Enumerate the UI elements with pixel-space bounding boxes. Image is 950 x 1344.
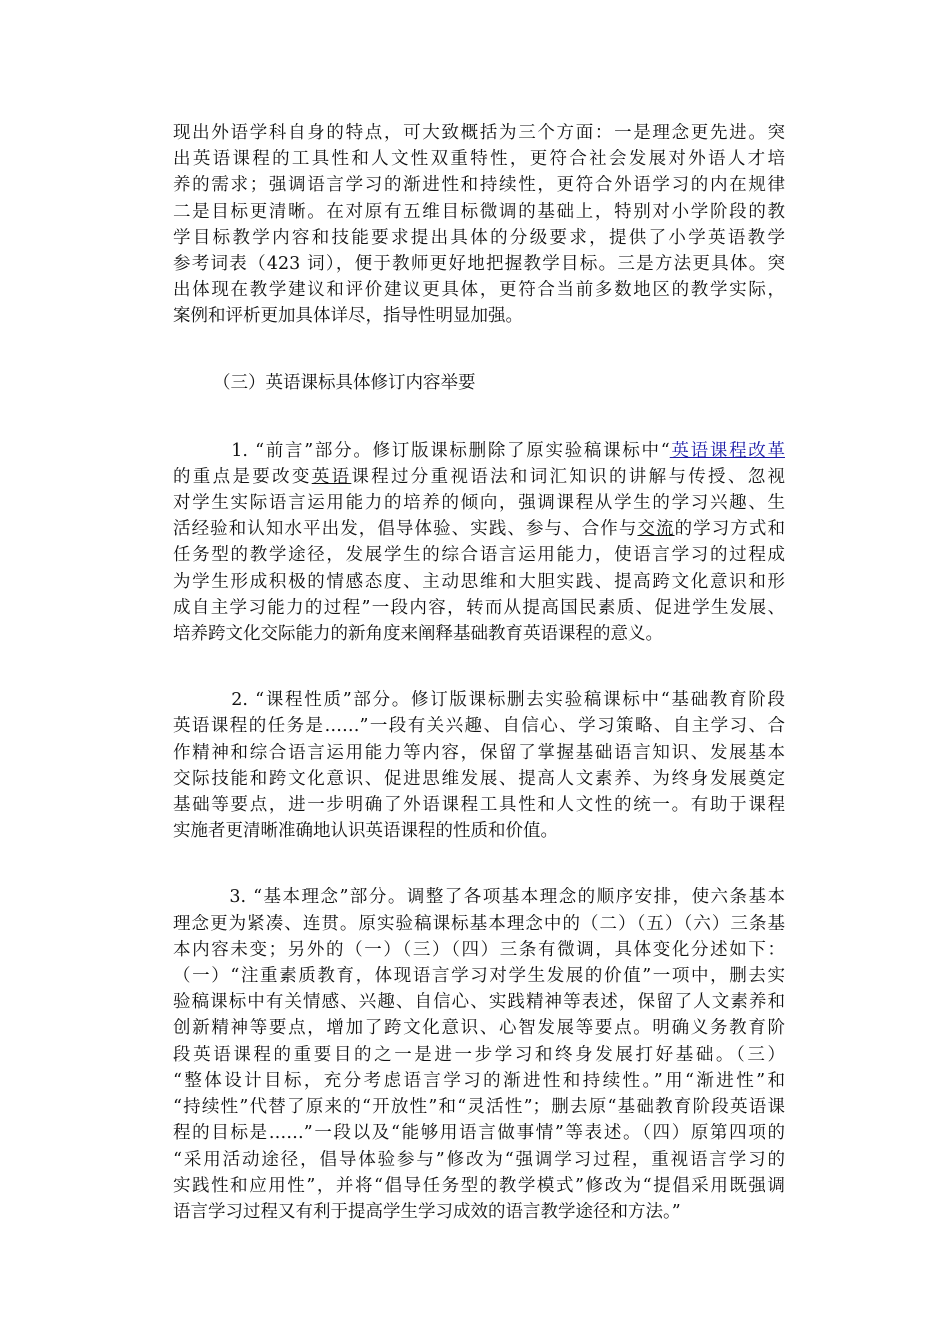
text-span: 的学习方式和 bbox=[674, 519, 785, 540]
text-line: 理念更为紧凑、连贯。原实验稿课标基本理念中的（二）（五）（六）三条基 bbox=[173, 913, 785, 934]
text-line: 实施者更清晰准确地认识英语课程的性质和价值。 bbox=[173, 821, 558, 842]
intro-paragraph bbox=[173, 120, 785, 330]
text-line: “持续性”代替了原来的“开放性”和“灵活性”；删去原“基础教育阶段英语课 bbox=[173, 1097, 785, 1118]
link-communication[interactable]: 交流 bbox=[637, 519, 675, 540]
text-line bbox=[173, 464, 785, 490]
text-span: 活经验和认知水平出发，倡导体验、实践、参与、合作与 bbox=[173, 519, 638, 540]
text-span: 的重点是要改变 bbox=[173, 466, 312, 487]
text-line: 任务型的教学途径，发展学生的综合语言运用能力，使语言学习的过程成 bbox=[173, 545, 785, 566]
text-line: 案例和评析更加具体详尽，指导性明显加强。 bbox=[173, 306, 523, 327]
item-1-paragraph bbox=[173, 438, 785, 648]
document-page bbox=[173, 120, 785, 1225]
text-line: 养的需求；强调语言学习的渐进性和持续性，更符合外语学习的内在规律 bbox=[173, 175, 785, 196]
text-line: 段英语课程的重要目的之一是进一步学习和终身发展打好基础。（三） bbox=[173, 1044, 785, 1065]
text-line: 现出外语学科自身的特点，可大致概括为三个方面：一是理念更先进。突 bbox=[173, 123, 785, 143]
text-line: 培养跨文化交际能力的新角度来阐释基础教育英语课程的意义。 bbox=[173, 624, 663, 645]
text-line: “采用活动途径，倡导体验参与”修改为“强调学习过程，重视语言学习的 bbox=[173, 1149, 785, 1170]
text-line: 学目标教学内容和技能要求提出具体的分级要求，提供了小学英语教学 bbox=[173, 227, 785, 248]
text-line: 作精神和综合语言运用能力等内容，保留了掌握基础语言知识、发展基本 bbox=[173, 742, 785, 763]
text-line: “整体设计目标，充分考虑语言学习的渐进性和持续性。”用“渐进性”和 bbox=[173, 1070, 785, 1091]
text-line: 3. “基本理念”部分。调整了各项基本理念的顺序安排，使六条基本 bbox=[173, 887, 785, 908]
text-line: 2. “课程性质”部分。修订版课标删去实验稿课标中“基础教育阶段 bbox=[173, 690, 785, 711]
text-line: 英语课程的任务是……”一段有关兴趣、自信心、学习策略、自主学习、合 bbox=[173, 716, 785, 737]
item-1-prefix: 1. “前言”部分。修订版课标删除了原实验稿课标中“ bbox=[173, 440, 670, 461]
section-heading: （三）英语课标具体修订内容举要 bbox=[213, 372, 476, 393]
text-line bbox=[173, 516, 785, 542]
text-line: 本内容未变；另外的（一）（三）（四）三条有微调，具体变化分述如下： bbox=[173, 939, 785, 960]
text-line: 二是目标更清晰。在对原有五维目标微调的基础上，特别对小学阶段的教 bbox=[173, 201, 785, 222]
text-line: 语言学习过程又有利于提高学生学习成效的语言教学途径和方法。” bbox=[173, 1201, 681, 1222]
text-line bbox=[173, 438, 785, 464]
text-line: 基础等要点，进一步明确了外语课程工具性和人文性的统一。有助于课程 bbox=[173, 795, 785, 816]
item-3-paragraph bbox=[173, 884, 785, 1225]
text-line: 对学生实际语言运用能力的培养的倾向，强调课程从学生的学习兴趣、生 bbox=[173, 493, 785, 514]
text-line: 交际技能和跨文化意识、促进思维发展、提高人文素养、为终身发展奠定 bbox=[173, 768, 785, 789]
text-line: 参考词表（423 词），便于教师更好地把握教学目标。三是方法更具体。突 bbox=[173, 254, 785, 275]
link-english[interactable]: 英语 bbox=[311, 466, 352, 487]
text-line: 为学生形成积极的情感态度、主动思维和大胆实践、提高跨文化意识和形 bbox=[173, 571, 785, 592]
item-2-paragraph bbox=[173, 687, 785, 844]
text-line: 出英语课程的工具性和人文性双重特性，更符合社会发展对外语人才培 bbox=[173, 149, 785, 170]
text-span: 课程过分重视语法和词汇知识的讲解与传授、忽视 bbox=[351, 466, 786, 487]
text-line: 出体现在教学建议和评价建议更具体，更符合当前多数地区的教学实际， bbox=[173, 280, 785, 301]
text-line: （一）“注重素质教育，体现语言学习对学生发展的价值”一项中，删去实 bbox=[173, 966, 785, 987]
text-line: 验稿课标中有关情感、兴趣、自信心、实践精神等表述，保留了人文素养和 bbox=[173, 992, 785, 1013]
text-line: 实践性和应用性”，并将“倡导任务型的教学模式”修改为“提倡采用既强调 bbox=[173, 1175, 785, 1196]
link-english-curriculum-reform[interactable]: 英语课程改革 bbox=[669, 440, 785, 461]
text-line: 程的目标是……”一段以及“能够用语言做事情”等表述。（四）原第四项的 bbox=[173, 1123, 785, 1144]
text-line: 成自主学习能力的过程”一段内容，转而从提高国民素质、促进学生发展、 bbox=[173, 597, 785, 618]
text-line: 创新精神等要点，增加了跨文化意识、心智发展等要点。明确义务教育阶 bbox=[173, 1018, 785, 1039]
